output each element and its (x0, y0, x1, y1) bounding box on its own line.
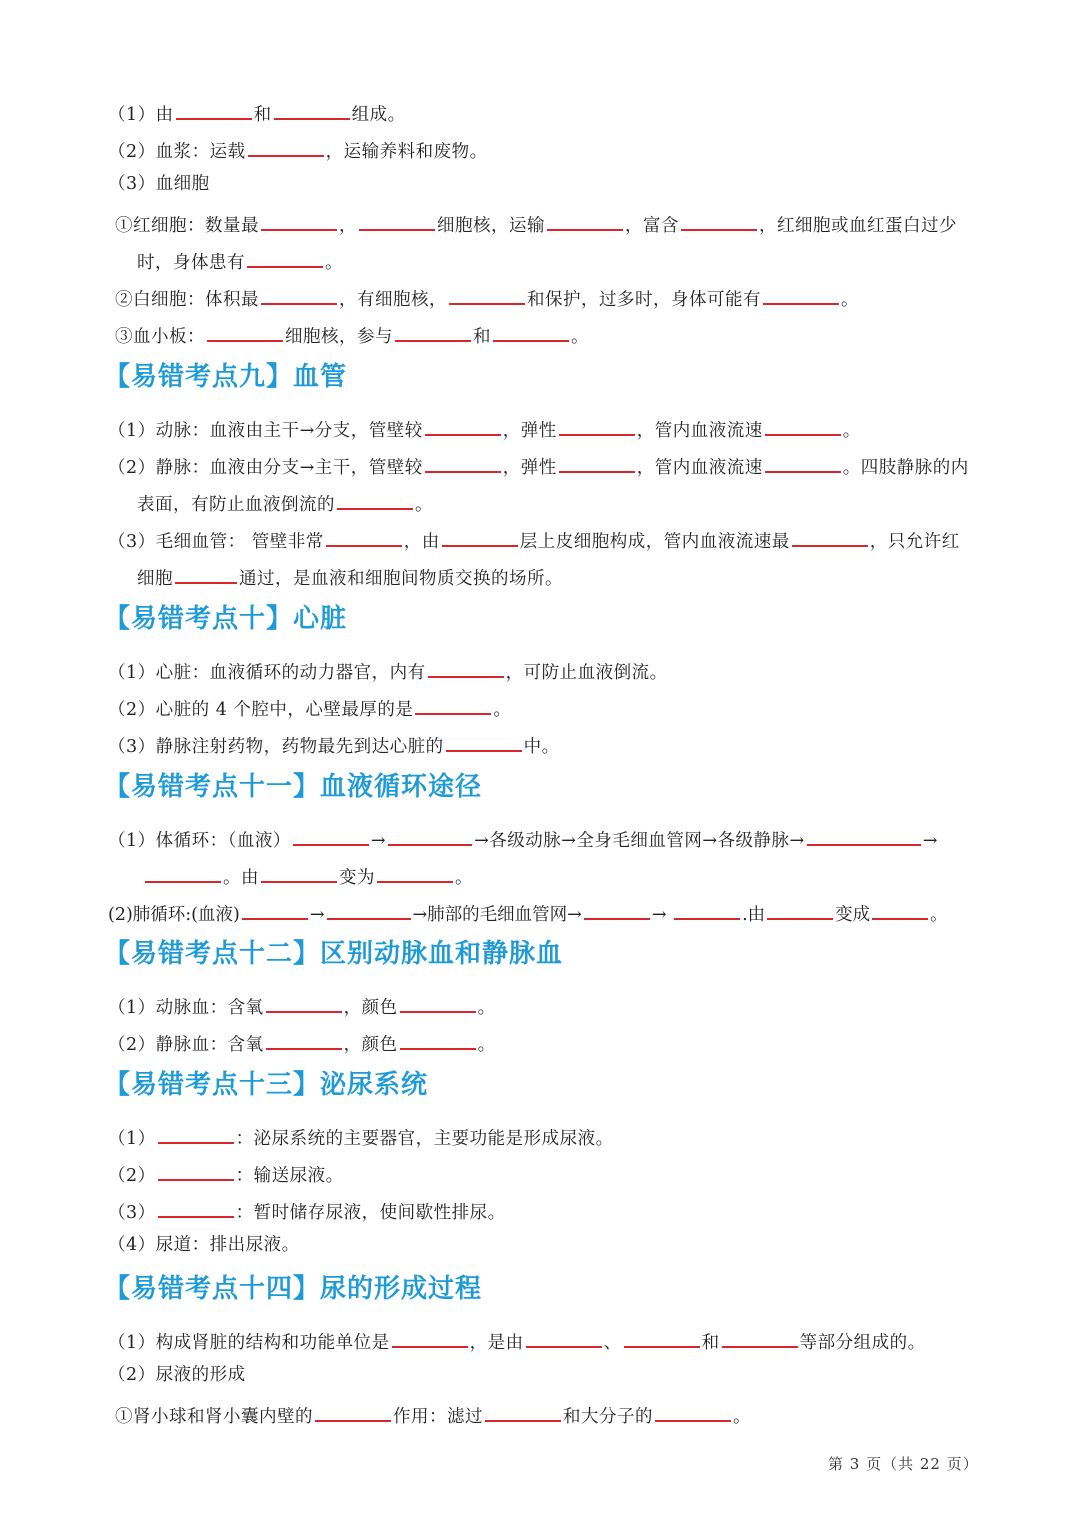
fill-blank[interactable] (872, 898, 928, 920)
fill-blank[interactable] (261, 209, 337, 231)
fill-blank[interactable] (377, 861, 453, 883)
fill-blank[interactable] (526, 1326, 602, 1348)
fill-blank[interactable] (559, 414, 635, 436)
fill-blank[interactable] (326, 525, 402, 547)
fill-blank[interactable] (722, 1326, 798, 1348)
fill-blank[interactable] (415, 693, 491, 715)
urinary-line-3: （3） ：暂时储存尿液，使间歇性排尿。 (108, 1196, 506, 1225)
filtration-line: ①肾小球和肾小囊内壁的 作用：滤过 和大分子的 。 (115, 1400, 751, 1429)
fill-blank[interactable] (792, 525, 868, 547)
blood-composition-line: （1）由 和 组成。 (108, 98, 406, 127)
blood-cells-line: （3）血细胞 (108, 174, 210, 194)
fill-blank[interactable] (261, 283, 337, 305)
urine-formation-line: （2）尿液的形成 (108, 1365, 246, 1385)
fill-blank[interactable] (395, 320, 471, 342)
fill-blank[interactable] (274, 98, 350, 120)
fill-blank[interactable] (559, 451, 635, 473)
heart-line-1: （1）心脏：血液循环的动力器官，内有 ，可防止血液倒流。 (108, 656, 668, 685)
fill-blank[interactable] (248, 135, 324, 157)
fill-blank[interactable] (763, 283, 839, 305)
red-cell-line-cont: 时，身体患有 。 (137, 246, 343, 275)
heading-urinary-system: 【易错考点十三】泌尿系统 (104, 1070, 429, 1100)
fill-blank[interactable] (158, 1159, 234, 1181)
fill-blank[interactable] (765, 451, 841, 473)
fill-blank[interactable] (449, 283, 525, 305)
capillary-line: （3）毛细血管： 管壁非常 ，由 层上皮细胞构成，管内血液流速最 ，只允许红 (108, 525, 960, 554)
heart-line-2: （2）心脏的 4 个腔中，心壁最厚的是 。 (108, 693, 511, 722)
fill-blank[interactable] (584, 898, 650, 920)
fill-blank[interactable] (425, 451, 501, 473)
arterial-blood-line: （1）动脉血：含氧 ，颜色 。 (108, 991, 496, 1020)
fill-blank[interactable] (428, 656, 504, 678)
fill-blank[interactable] (315, 1400, 391, 1422)
fill-blank[interactable] (175, 562, 237, 584)
fill-blank[interactable] (242, 898, 308, 920)
vein-line-cont: 表面，有防止血液倒流的 。 (137, 488, 433, 517)
fill-blank[interactable] (293, 824, 369, 846)
capillary-line-cont: 细胞 通过，是血液和细胞间物质交换的场所。 (137, 562, 563, 591)
fill-blank[interactable] (247, 246, 323, 268)
nephron-line: （1）构成肾脏的结构和功能单位是 ，是由 、 和 等部分组成的。 (108, 1326, 926, 1355)
artery-line: （1）动脉：血液由主干→分支，管壁较 ，弹性 ，管内血液流速 。 (108, 414, 861, 443)
fill-blank[interactable] (327, 898, 411, 920)
fill-blank[interactable] (337, 488, 413, 510)
heading-blood-vessels: 【易错考点九】血管 (104, 362, 348, 392)
fill-blank[interactable] (446, 730, 522, 752)
fill-blank[interactable] (624, 1326, 700, 1348)
fill-blank[interactable] (493, 320, 569, 342)
heading-arterial-venous-blood: 【易错考点十二】区别动脉血和静脉血 (104, 939, 564, 969)
pulmonary-line: (2)肺循环:(血液) → →肺部的毛细血管网→ → .由 变成 。 (108, 898, 948, 927)
red-cell-line: ①红细胞：数量最 ， 细胞核，运输 ，富含 ，红细胞或血红蛋白过少 (115, 209, 957, 238)
white-cell-line: ②白细胞：体积最 ，有细胞核， 和保护，过多时，身体可能有 。 (115, 283, 859, 312)
heading-circulation: 【易错考点十一】血液循环途径 (104, 772, 483, 802)
fill-blank[interactable] (158, 1196, 234, 1218)
heading-heart: 【易错考点十】心脏 (104, 604, 348, 634)
heading-urine-formation: 【易错考点十四】尿的形成过程 (104, 1274, 483, 1304)
fill-blank[interactable] (681, 209, 757, 231)
plasma-line: （2）血浆：运载 ，运输养料和废物。 (108, 135, 488, 164)
fill-blank[interactable] (767, 898, 833, 920)
fill-blank[interactable] (400, 991, 476, 1013)
fill-blank[interactable] (359, 209, 435, 231)
fill-blank[interactable] (392, 1326, 468, 1348)
fill-blank[interactable] (807, 824, 921, 846)
urinary-line-2: （2） ：输送尿液。 (108, 1159, 344, 1188)
fill-blank[interactable] (485, 1400, 561, 1422)
urinary-line-1: （1） ：泌尿系统的主要器官，主要功能是形成尿液。 (108, 1122, 614, 1151)
venous-blood-line: （2）静脉血：含氧 ，颜色 。 (108, 1028, 496, 1057)
fill-blank[interactable] (655, 1400, 731, 1422)
fill-blank[interactable] (388, 824, 472, 846)
urinary-line-4: （4）尿道：排出尿液。 (108, 1235, 300, 1255)
fill-blank[interactable] (425, 414, 501, 436)
fill-blank[interactable] (261, 861, 337, 883)
fill-blank[interactable] (158, 1122, 234, 1144)
fill-blank[interactable] (400, 1028, 476, 1050)
fill-blank[interactable] (765, 414, 841, 436)
page-number: 第 3 页（共 22 页） (828, 1455, 979, 1473)
platelet-line: ③血小板： 细胞核，参与 和 。 (115, 320, 589, 349)
fill-blank[interactable] (674, 898, 740, 920)
fill-blank[interactable] (266, 991, 342, 1013)
fill-blank[interactable] (145, 861, 221, 883)
fill-blank[interactable] (547, 209, 623, 231)
fill-blank[interactable] (207, 320, 283, 342)
systemic-line: （1）体循环：（血液） → →各级动脉→全身毛细血管网→各级静脉→ → (108, 824, 938, 853)
fill-blank[interactable] (442, 525, 518, 547)
systemic-line-cont: 。由 变为 。 (143, 861, 473, 890)
fill-blank[interactable] (266, 1028, 342, 1050)
vein-line: （2）静脉：血液由分支→主干，管壁较 ，弹性 ，管内血液流速 。四肢静脉的内 (108, 451, 969, 480)
fill-blank[interactable] (176, 98, 252, 120)
heart-line-3: （3）静脉注射药物，药物最先到达心脏的 中。 (108, 730, 560, 759)
